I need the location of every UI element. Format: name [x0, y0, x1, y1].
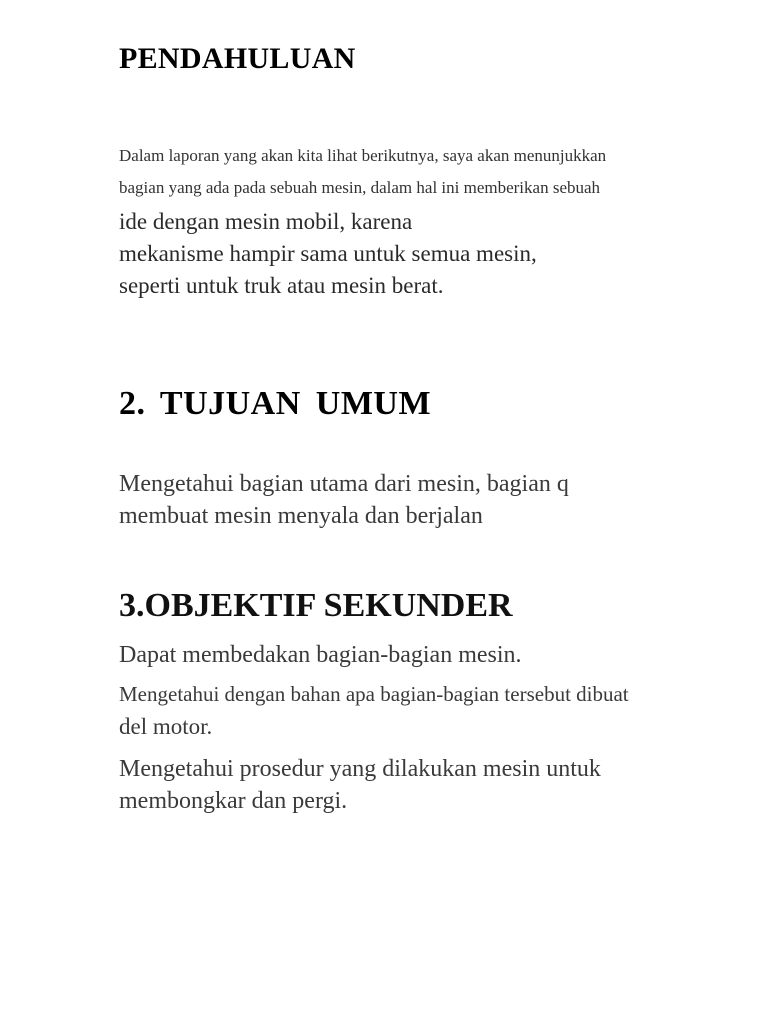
secondary-objective-line-3: del motor.	[119, 714, 213, 739]
intro-line-3: ide dengan mesin mobil, karena	[119, 209, 413, 234]
intro-line-1: Dalam laporan yang akan kita lihat berikutnya, saya akan menunjukkan	[119, 146, 607, 165]
intro-line-5: seperti untuk truk atau mesin berat.	[119, 273, 444, 298]
secondary-objective-line-4: Mengetahui prosedur yang dilakukan mesin untuk	[119, 756, 601, 782]
intro-line-2: bagian yang ada pada sebuah mesin, dalam hal ini memberikan sebuah	[119, 178, 601, 197]
general-objective-line-1: Mengetahui bagian utama dari mesin, bagian q	[119, 471, 569, 497]
secondary-objective-line-2: Mengetahui dengan bahan apa bagian-bagian tersebut dibuat	[119, 682, 629, 706]
secondary-objective-line-1: Dapat membedakan bagian-bagian mesin.	[119, 642, 522, 668]
heading-tujuan-umum: 2. TUJUAN UMUM	[119, 385, 432, 422]
general-objective-line-2: membuat mesin menyala dan berjalan	[119, 503, 483, 529]
heading-pendahuluan: PENDAHULUAN	[119, 42, 356, 75]
intro-line-4: mekanisme hampir sama untuk semua mesin,	[119, 241, 537, 266]
heading-objektif-sekunder: 3.OBJEKTIF SEKUNDER	[119, 587, 513, 624]
secondary-objective-line-5: membongkar dan pergi.	[119, 788, 348, 814]
